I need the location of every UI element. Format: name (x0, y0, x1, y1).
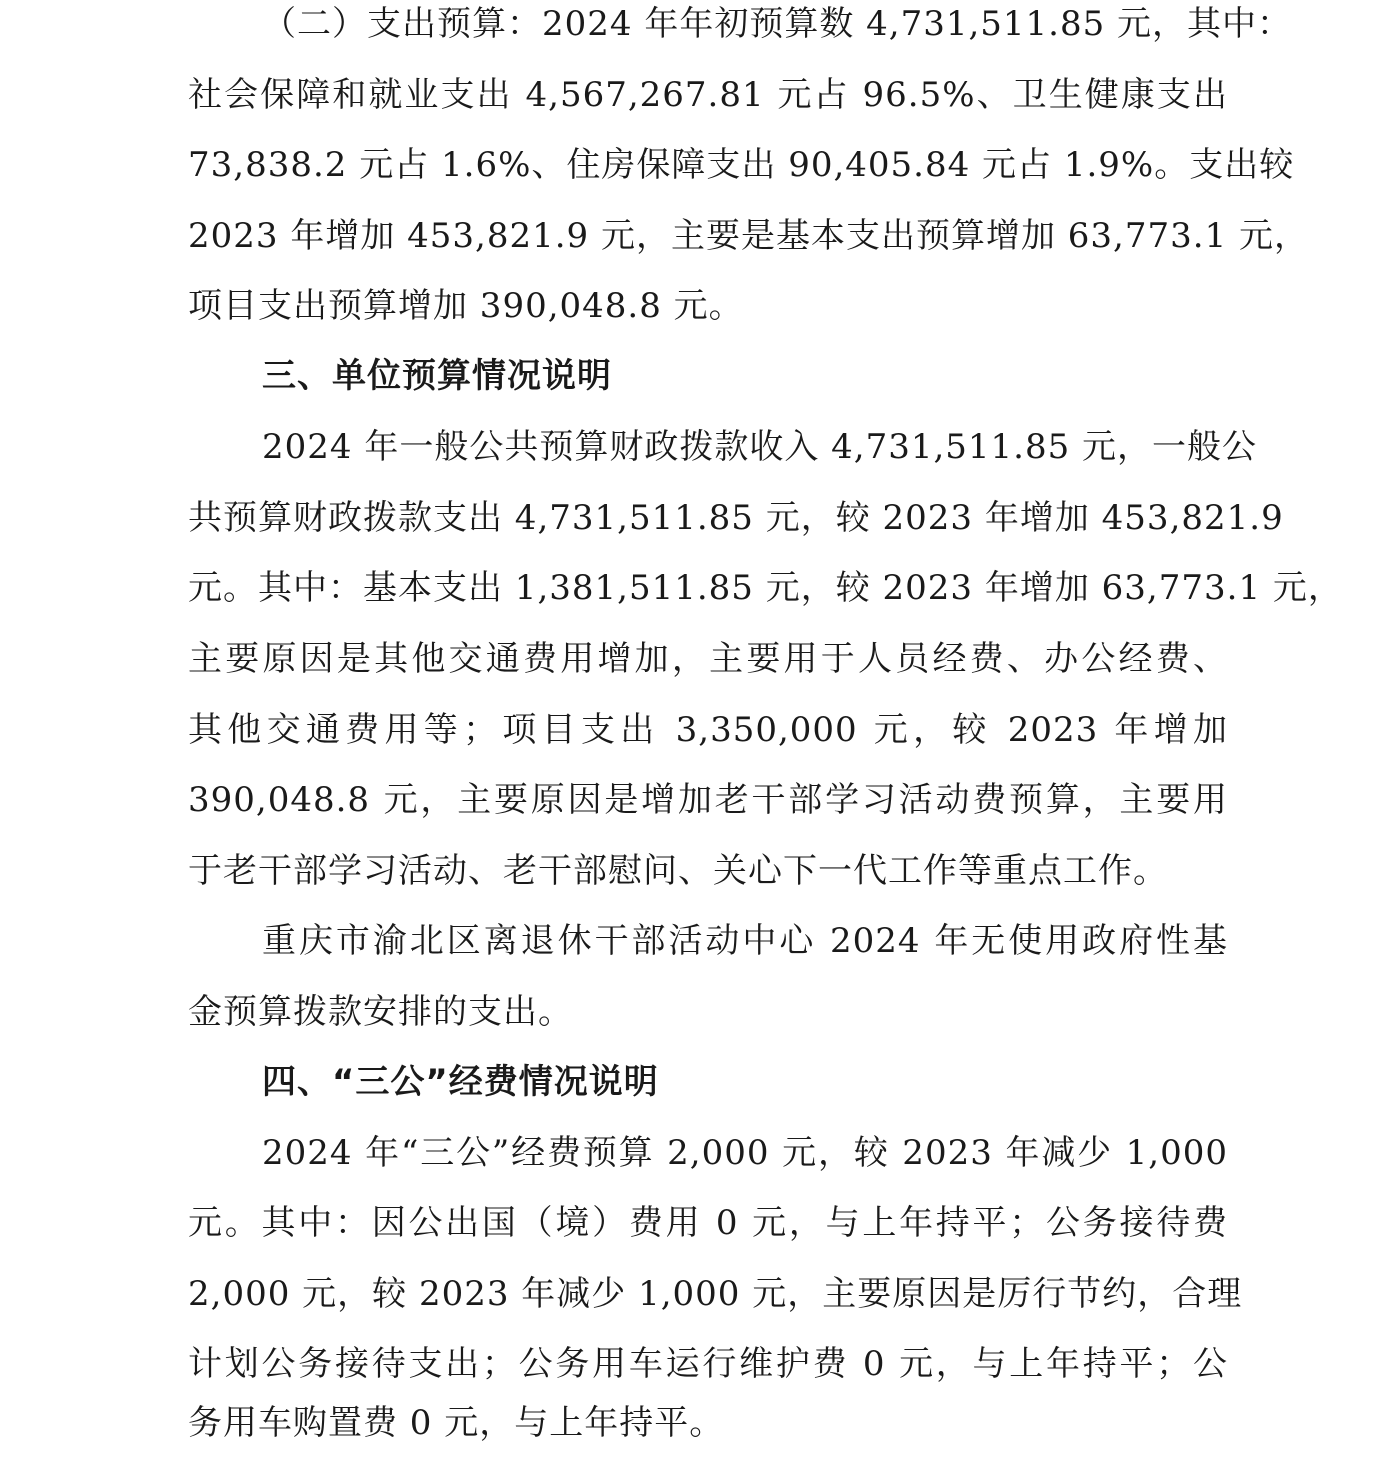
budget-expenditure-line-4: 2023 年增加 453,821.9 元，主要是基本支出预算增加 63,773.1 元， (188, 216, 1310, 256)
fund-line-1: 重庆市渝北区离退休干部活动中心 2024 年无使用政府性基 (262, 921, 1228, 961)
three-public-line-1: 2024 年“三公”经费预算 2,000 元，较 2023 年减少 1,000 (262, 1133, 1228, 1173)
budget-expenditure-line-5: 项目支出预算增加 390,048.8 元。 (188, 286, 744, 326)
section-heading-4: 四、“三公”经费情况说明 (262, 1062, 659, 1102)
budget-expenditure-line-2: 社会保障和就业支出 4,567,267.81 元占 96.5%、卫生健康支出 (188, 75, 1228, 115)
unit-budget-line-6: 390,048.8 元，主要原因是增加老干部学习活动费预算，主要用 (188, 780, 1228, 820)
unit-budget-line-5: 其他交通费用等；项目支出 3,350,000 元，较 2023 年增加 (188, 710, 1228, 750)
three-public-line-5: 务用车购置费 0 元，与上年持平。 (188, 1403, 725, 1443)
unit-budget-line-2: 共预算财政拨款支出 4,731,511.85 元，较 2023 年增加 453,821.9 (188, 498, 1284, 538)
unit-budget-line-3: 元。其中：基本支出 1,381,511.85 元，较 2023 年增加 63,773.1 元， (188, 568, 1343, 608)
three-public-line-4: 计划公务接待支出；公务用车运行维护费 0 元，与上年持平；公 (188, 1344, 1228, 1384)
three-public-line-2: 元。其中：因公出国（境）费用 0 元，与上年持平；公务接待费 (188, 1203, 1228, 1243)
budget-expenditure-line-1: （二）支出预算：2024 年年初预算数 4,731,511.85 元，其中： (262, 4, 1293, 44)
section-heading-3: 三、单位预算情况说明 (262, 356, 612, 396)
three-public-line-3: 2,000 元，较 2023 年减少 1,000 元，主要原因是厉行节约，合理 (188, 1274, 1243, 1314)
unit-budget-line-1: 2024 年一般公共预算财政拨款收入 4,731,511.85 元，一般公 (262, 427, 1258, 467)
unit-budget-line-4: 主要原因是其他交通费用增加，主要用于人员经费、办公经费、 (188, 639, 1228, 679)
budget-expenditure-line-3: 73,838.2 元占 1.6%、住房保障支出 90,405.84 元占 1.9%。支出较 (188, 145, 1295, 185)
fund-line-2: 金预算拨款安排的支出。 (188, 992, 573, 1032)
unit-budget-line-7: 于老干部学习活动、老干部慰问、关心下一代工作等重点工作。 (188, 851, 1168, 891)
